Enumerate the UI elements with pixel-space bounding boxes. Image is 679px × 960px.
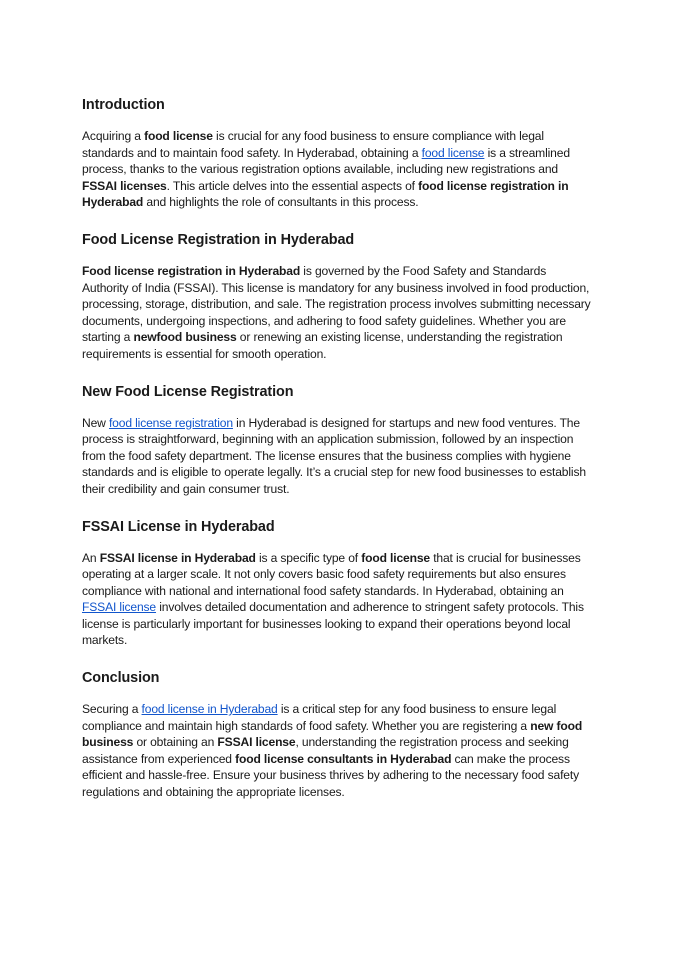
section-introduction — [82, 95, 592, 211]
heading-new-food-license: New Food License Registration — [82, 383, 294, 400]
text-run: is a specific type of — [255, 550, 362, 565]
heading-conclusion: Conclusion — [82, 670, 160, 687]
section-food-license-registration — [82, 230, 592, 363]
heading-food-license-registration: Food License Registration in Hyderabad — [82, 231, 355, 248]
text-run: , understanding the registration process and seeking assistance from experienced — [82, 735, 569, 766]
paragraph-conclusion — [82, 701, 592, 801]
text-run: and highlights the role of consultants in this process. — [143, 195, 419, 210]
text-run: or renewing an existing license, understanding the registration requirements is essential for smooth operation. — [82, 330, 563, 361]
text-run: . This article delves into the essential aspects of — [166, 178, 419, 193]
section-new-food-license — [82, 382, 592, 498]
text-run: in Hyderabad is designed for startups and new food ventures. The process is straightforward, beginning with an application submission, followed by an inspection from the food safety department. The license ensures that the business complies with hygiene standards and is eligible to operate legally. It’s a crucial step for new food businesses to establish their credibility and gain consumer trust. — [82, 415, 586, 496]
text-run: is governed by the Food Safety and Standards Authority of India (FSSAI). This license is mandatory for any business involved in food production, processing, storage, distribution, and sale. The registration process involves submitting necessary documents, undergoing inspections, and adhering to food safety guidelines. Whether you are starting a — [82, 263, 591, 345]
paragraph-introduction — [82, 128, 592, 211]
text-run: or obtaining an — [133, 735, 218, 750]
article-body — [82, 95, 592, 820]
bold-term: food license consultants in Hyderabad — [235, 751, 452, 766]
text-run: An — [82, 550, 100, 565]
text-run: New — [82, 415, 109, 430]
text-run: can make the process efficient and hassle-free. Ensure your business thrives by adhering to the necessary food safety regulations and obtaining the appropriate licenses. — [82, 751, 579, 800]
link-food-license-registration[interactable]: food license registration — [108, 415, 233, 430]
text-run: Securing a — [82, 702, 142, 717]
text-run: Acquiring a — [82, 129, 145, 143]
section-fssai-license — [82, 517, 592, 650]
text-run: is a critical step for any food business to ensure legal compliance and maintain high standards of food safety. Whether you are registering a — [82, 702, 557, 733]
text-run: is crucial for any food business to ensure compliance with legal standards and to maintain food safety. In Hyderabad, obtaining a — [82, 129, 544, 160]
bold-term: FSSAI license in Hyderabad — [99, 550, 256, 565]
text-run: is a streamlined process, thanks to the various registration options available, including new registrations and — [82, 145, 570, 177]
paragraph-food-license-registration — [82, 263, 592, 363]
bold-term: newfood business — [133, 330, 237, 345]
link-fssai-license[interactable]: FSSAI license — [82, 600, 157, 615]
heading-fssai-license: FSSAI License in Hyderabad — [82, 518, 275, 535]
text-run: that is crucial for businesses operating at a larger scale. It not only covers basic food safety requirements but also ensures compliance with national and international food safety standards. In Hyderabad, obtaining an — [82, 550, 581, 598]
link-food-license[interactable]: food license — [421, 145, 485, 160]
bold-term: FSSAI licenses — [82, 178, 167, 193]
paragraph-fssai-license — [82, 550, 592, 650]
heading-introduction: Introduction — [82, 97, 165, 113]
paragraph-new-food-license — [82, 415, 592, 498]
bold-term: food license — [361, 550, 430, 565]
bold-term: Food license registration in Hyderabad — [82, 263, 301, 278]
bold-term: FSSAI license — [217, 735, 296, 750]
bold-term: food license — [144, 129, 213, 143]
bold-term: food license registration in Hyderabad — [82, 178, 569, 210]
text-run: involves detailed documentation and adherence to stringent safety protocols. This license is particularly important for businesses looking to expand their operations beyond local markets. — [82, 600, 584, 648]
section-conclusion — [82, 668, 592, 801]
bold-term: new food business — [82, 718, 583, 750]
link-food-license-in-hyderabad[interactable]: food license in Hyderabad — [141, 702, 278, 717]
